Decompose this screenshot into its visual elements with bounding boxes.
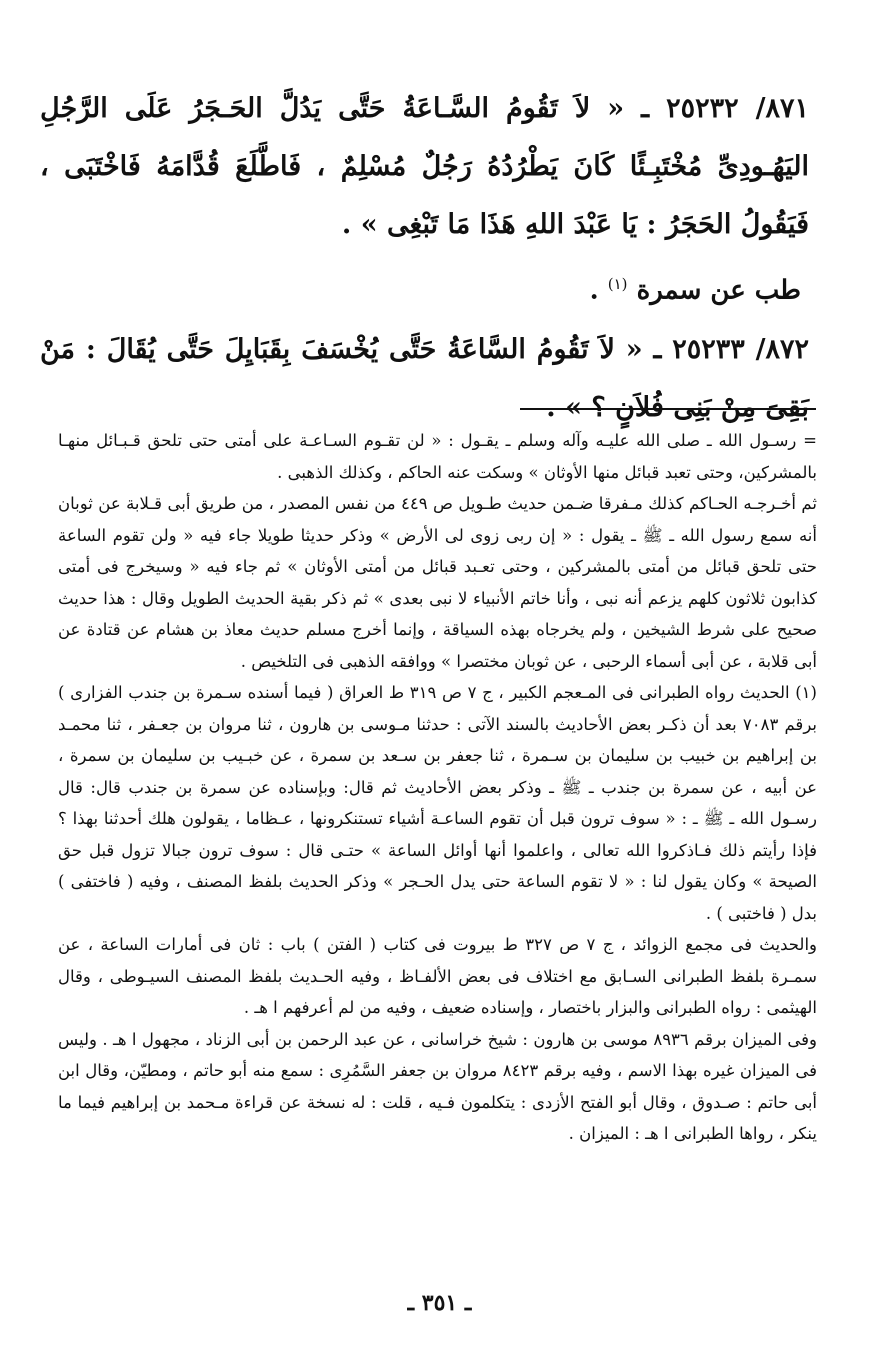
hadith-entry-872: ٨٧٢/ ٢٥٢٣٣ ـ « لاَ تَقُومُ السَّاعَةُ حَتَّى يُخْسَفَ بِقَبَايِلَ حَتَّى يُقَالَ : مَنْ بَقِىَ مِنْ بَنِى فُلاَنٍ ؟ » .	[40, 333, 809, 423]
source-end: .	[589, 275, 599, 306]
footnote-continuation: = رسـول الله ـ صلى الله عليـه وآله وسلم ـ يقـول : « لن تقـوم السـاعـة على أمتى حتى تلحق قـبـائل منهـا بالمشركين، وحتى تعبد قبائل منها الأوثان » وسكت عنه الحاكم ، وكذلك الذهبى .	[58, 431, 817, 482]
footnote-ref: (١)	[607, 275, 628, 293]
footnote-separator	[520, 408, 816, 410]
source-text: طب عن سمرة	[636, 275, 801, 306]
footnote-paragraph: والحديث فى مجمع الزوائد ، ج ٧ ص ٣٢٧ ط بيروت فى كتاب ( الفتن ) باب : ثان فى أمارات الساعة ، عن سمـرة بلفظ الطبرانى السـابق مع اختلاف فى بعض الألفـاظ ، وفيه الحـديث بلفظ المصنف السيـوطى ، وقال الهيثمى : رواه الطبرانى والبزار باختصار ، وإسناده ضعيف ، وفيه من لم أعرفهم ا هـ .	[58, 935, 817, 1017]
main-text	[40, 80, 809, 437]
footnote-1: (١) الحديث رواه الطبرانى فى المـعجم الكبير ، ج ٧ ص ٣١٩ ط العراق ( فيما أسنده سـمرة بن جندب الفزارى ) برقم ٧٠٨٣ بعد أن ذكـر بعض الأحاديث بالسند الآتى : حدثنا مـوسى بن هارون ، ثنا مروان بن جعـفر ، ثنا محمـد بن إبراهيم بن خبيب بن سليمان بن سـمرة ، ثنا جعفر بن سـعد بن سمرة ، عن خبـيب بن سليمان بن سمرة ، عن أبيه ، عن سمرة بن جندب ـ ﷺ ـ وذكر بعض الأحاديث ثم قال: وبإسناده عن سمرة بن جندب قال: قال رسـول الله ـ ﷺ ـ : « سوف ترون قبل أن تقوم الساعـة أشياء تستنكرونها ، عـظاما ، يقولون هلك أحدثنا بهذا ؟ فإذا رأيتم ذلك فـاذكروا الله تعالى ، واعلموا أنها أوائل الساعة » حتـى قال : سوف ترون جبالا تزول قبل حق الصيحة » وكان يقول لنا : « لا تقوم الساعة حتى يدل الحـجر » وذكر الحديث بلفظ المصنف ، وفيه ( فاختفى ) بدل ( فاختبى ) .	[58, 683, 818, 923]
footnote-paragraph: ثم أخـرجـه الحـاكم كذلك مـفرقا ضـمن حديث طـويل ص ٤٤٩ من نفس المصدر ، من طريق أبى قـلابة عن ثوبان أنه سمع رسول الله ـ ﷺ ـ يقول : « إن ربى زوى لى الأرض » وذكر حديثا طويلا جاء فيه « ولن تقوم الساعة حتى تلحق قبائل من أمتى بالمشركين ، وحتى تعـبد قبائل من أمتى الأوثان » ثم جاء فيه « وسيخرج فى أمتى كذابون ثلاثون كلهم يزعم أنه نبى ، وأنا خاتم الأنبياء لا نبى بعدى » ثم ذكر بقية الحديث الطويل وقال : هذا حديث صحيح على شرط الشيخين ، ولم يخرجاه بهذه السياقة ، وإنما أخرج مسلم حديث معاذ بن هشام عن قتادة عن أبى قلابة ، عن أبى أسماء الرحبى ، عن ثوبان مختصرا » ووافقه الذهبى فى التلخيص .	[58, 494, 817, 671]
page-number: ـ ٣٥١ ـ	[407, 1290, 472, 1316]
source-line	[40, 254, 809, 321]
hadith-entry-871: ٨٧١/ ٢٥٢٣٢ ـ « لاَ تَقُومُ السَّـاعَةُ حَتَّى يَدُلَّ الحَـجَرُ عَلَى الرَّجُلِ اليَهُـودِىِّ مُخْتَبِـئًا كَانَ يَطْرُدُهُ رَجُلٌ مُسْلِمٌ ، فَاطَّلَعَ قُدَّامَهُ فَاخْتَبَى ، فَيَقُولُ الحَجَرُ : يَا عَبْدَ اللهِ هَذَا مَا تَبْغِى » .	[40, 93, 810, 240]
footnotes	[58, 425, 817, 1150]
footnote-paragraph: وفى الميزان برقم ٨٩٣٦ موسى بن هارون : شيخ خراسانى ، عن عبد الرحمن بن أبى الزناد ، مجهول ا هـ . وليس فى الميزان غيره بهذا الاسم ، وفيه برقم ٨٤٢٣ مروان بن جعفر السَّمُرِى : سمع منه أبو حاتم ، ومطيّن، وقال ابن أبى حاتم : صـدوق ، وقال أبو الفتح الأزدى : يتكلمون فـيه ، قلت : له نسخة عن قراءة مـحمد بن إبراهيم فيما ما ينكر ، رواها الطبرانى ا هـ : الميزان .	[58, 1029, 818, 1143]
